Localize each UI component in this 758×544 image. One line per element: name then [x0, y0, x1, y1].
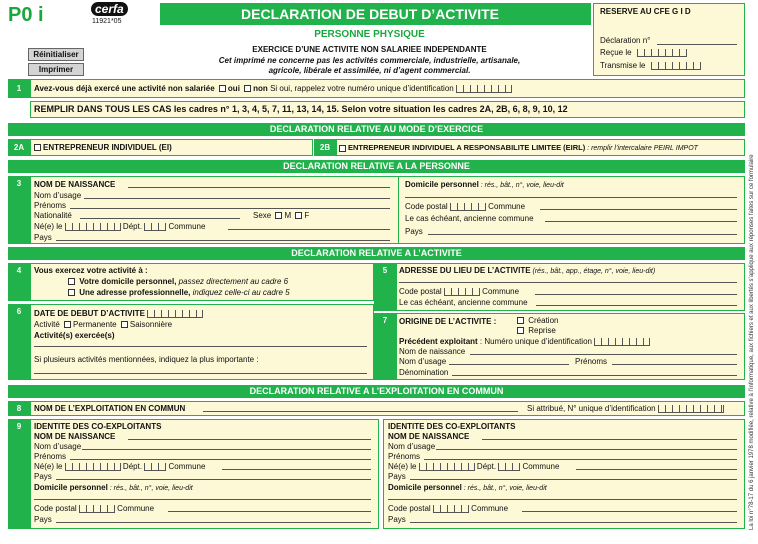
s9l-pays-field[interactable] [56, 479, 371, 480]
s6-exercees-field-1[interactable] [34, 346, 367, 347]
s7-prenoms-field[interactable] [612, 364, 737, 365]
s1-non-label: non [253, 84, 268, 93]
s7-usage-label: Nom d’usage [399, 357, 447, 366]
s5-ancienne-label: Le cas échéant, ancienne commune [399, 298, 528, 307]
s9l-prenoms-field[interactable] [70, 459, 371, 460]
s9r-prenoms: Prénoms [388, 452, 421, 461]
s3-f-label: F [304, 211, 310, 220]
header-line1: EXERCICE D’UNE ACTIVITE NON SALARIEE INDEPENDANTE [252, 45, 487, 54]
s7-reprise-checkbox[interactable] [517, 327, 524, 334]
s5-commune-field[interactable] [535, 294, 737, 295]
transmise-field[interactable] [651, 61, 701, 71]
s4-question: Vous exercez votre activité à : [34, 266, 148, 275]
form-subtitle: PERSONNE PHYSIQUE [314, 29, 425, 40]
s7-prec-label: Précédent exploitant [399, 337, 478, 346]
s8-attrib-row [527, 404, 724, 414]
s3-sexe-label: Sexe [253, 211, 272, 220]
s9l-commune2: Commune [117, 504, 155, 513]
bar-mode-exercice: DECLARATION RELATIVE AU MODE D’EXERCICE [8, 123, 745, 136]
s9l-id: IDENTITE DES CO-EXPLOITANTS [34, 422, 162, 431]
s4-opt1-label: Votre domicile personnel, [79, 277, 177, 286]
s1-question-text: Avez-vous déjà exercé une activité non salariée [34, 84, 215, 93]
s9l-pays2: Pays [34, 515, 52, 524]
s9l-nom: NOM DE NAISSANCE [34, 432, 116, 441]
s7-denom-label: Dénomination [399, 368, 449, 377]
s2b-note: : remplir l’intercalaire PEIRL IMPOT [585, 145, 698, 152]
s3-cp-row [405, 202, 525, 212]
s3-dept-label: Dépt. [122, 222, 143, 231]
side-legal-text [748, 0, 758, 544]
s2b-label: ENTREPRENEUR INDIVIDUEL A RESPONSABILITE LIMITEE (EIRL) [348, 143, 586, 152]
bar-activite: DECLARATION RELATIVE A L’ACTIVITE [8, 247, 745, 260]
s3-pays-field[interactable] [56, 240, 390, 241]
s9r-commune2-field[interactable] [522, 511, 737, 512]
bar-exploitation-commun: DECLARATION RELATIVE A L’EXPLOITATION EN COMMUN [8, 385, 745, 398]
s9l-prenoms: Prénoms [34, 452, 67, 461]
cerfa-number: 11921*05 [92, 18, 122, 25]
s3-cp-label: Code postal [405, 202, 448, 211]
s4-opt2-checkbox[interactable] [68, 289, 75, 296]
s9r-cp-field[interactable] [433, 505, 469, 513]
s9l-usage-field[interactable] [82, 449, 371, 450]
section-4-number: 4 [8, 263, 30, 301]
header-line3: agricole, libérale et assimilée, ni d’agent commercial. [268, 66, 471, 75]
s3-domicile-hint: : rés., bât., n°, voie, lieu-dit [478, 182, 564, 189]
s3-domicile [405, 180, 564, 191]
s5-title-row [399, 266, 655, 277]
s7-title: ORIGINE DE L’ACTIVITE : [399, 317, 497, 326]
s9r-commune2: Commune [471, 504, 509, 513]
s9r-pays: Pays [388, 472, 406, 481]
s3-f-checkbox[interactable] [295, 212, 302, 219]
s7-prenoms-label: Prénoms [575, 357, 608, 366]
s7-reprise-label: Reprise [528, 326, 556, 335]
s7-id-field[interactable] [594, 338, 650, 346]
s9r-nom: NOM DE NAISSANCE [388, 432, 470, 441]
s3-usage-field[interactable] [84, 198, 390, 199]
recue-label: Reçue le [600, 48, 632, 57]
s3-ancienne-field[interactable] [545, 221, 737, 222]
s7-prec-hint: : Numéro unique d’identification [477, 337, 592, 346]
s3-domicile-label: Domicile personnel [405, 180, 479, 189]
s9l-usage: Nom d’usage [34, 442, 82, 451]
s2a-checkbox[interactable] [34, 144, 41, 151]
s1-oui-checkbox[interactable] [219, 85, 226, 92]
section-8-number: 8 [8, 401, 30, 416]
s9r-pays2: Pays [388, 515, 406, 524]
s9r-cp-row [388, 504, 508, 514]
section-1-number: 1 [8, 79, 30, 98]
s3-pays2-field[interactable] [428, 234, 737, 235]
s9l-cp-row [34, 504, 154, 514]
s2b-checkbox[interactable] [339, 145, 346, 152]
s3-ne-label: Né(e) le [34, 222, 63, 231]
s1-non-checkbox[interactable] [244, 85, 251, 92]
s9r-id: IDENTITE DES CO-EXPLOITANTS [388, 422, 516, 431]
transmise-label: Transmise le [600, 61, 646, 70]
s6-activite-label: Activité [34, 320, 60, 329]
s9l-cp-field[interactable] [79, 505, 115, 513]
s8-title: NOM DE L’EXPLOITATION EN COMMUN [34, 404, 186, 413]
s9r-nom-field[interactable] [482, 439, 737, 440]
s5-cp-row [399, 287, 519, 297]
section-2a-content [32, 143, 172, 153]
s7-naiss-field[interactable] [470, 354, 737, 355]
s9r-ne-row [388, 462, 559, 472]
s7-creation-label: Création [528, 316, 559, 325]
s8-name-field[interactable] [203, 411, 518, 412]
form-title: DECLARATION DE DEBUT D’ACTIVITE [241, 6, 499, 22]
s3-m-label: M [284, 211, 292, 220]
s3-commune2-label: Commune [488, 202, 526, 211]
reserve-title: RESERVE AU CFE G I D [600, 7, 691, 16]
s9l-commune-field[interactable] [222, 469, 371, 470]
section-3-divider [398, 176, 399, 244]
s3-nationalite-field[interactable] [80, 218, 240, 219]
s6-perm-label: Permanente [73, 320, 117, 329]
s3-m-checkbox[interactable] [275, 212, 282, 219]
s7-denom-field[interactable] [452, 375, 737, 376]
section-3-number: 3 [8, 176, 30, 244]
s9l-dept-field[interactable] [144, 463, 166, 471]
s9l-pays: Pays [34, 472, 52, 481]
s6-sais-checkbox[interactable] [121, 321, 128, 328]
s3-pays-label: Pays [34, 233, 52, 242]
s9r-dept-field[interactable] [498, 463, 520, 471]
s9r-date-field[interactable] [419, 463, 475, 471]
title-left-notch [148, 3, 160, 25]
s7-naiss-label: Nom de naissance [399, 347, 466, 356]
s3-commune-field[interactable] [228, 229, 390, 230]
s6-title-row [34, 309, 203, 319]
s5-cp-field[interactable] [444, 288, 480, 296]
section-6-number: 6 [8, 304, 30, 380]
s8-attrib-label: Si attribué, N° unique d’identification [527, 404, 656, 413]
section-2b-number: 2B [314, 139, 336, 156]
section-9-number: 9 [8, 419, 30, 529]
header-line2: Cet imprimé ne concerne pas les activités commerciale, industrielle, artisanale, [218, 56, 521, 65]
s5-title: ADRESSE DU LIEU DE L’ACTIVITE [399, 266, 531, 275]
s1-id-field[interactable] [456, 85, 512, 93]
s3-nationalite-label: Nationalité [34, 211, 72, 220]
s4-opt1-checkbox[interactable] [68, 278, 75, 285]
s9r-dept: Dépt. [476, 462, 497, 471]
s9r-cp: Code postal [388, 504, 431, 513]
s1-recall: Si oui, rappelez votre numéro unique d’identification [270, 84, 454, 93]
s9l-dom-field[interactable] [34, 499, 371, 500]
remplir-text: REMPLIR DANS TOUS LES CAS les cadres n° 1, 3, 4, 5, 7, 11, 13, 14, 15. Selon votre situation les cadres 2A, 2B, 6, 8, 9, 10, 12 [34, 104, 568, 114]
s5-cp-label: Code postal [399, 287, 442, 296]
s7-creation-checkbox[interactable] [517, 317, 524, 324]
s6-plusieurs-label: Si plusieurs activités mentionnées, indiquez la plus importante : [34, 355, 259, 364]
s5-ancienne-field[interactable] [536, 305, 737, 306]
form-code: P0 i [8, 4, 44, 26]
s9r-prenoms-field[interactable] [424, 459, 737, 460]
s6-sais-label: Saisonnière [129, 320, 173, 329]
declaration-number-field[interactable] [657, 44, 737, 45]
s4-opt1 [66, 277, 288, 287]
s4-opt2-label: Une adresse professionnelle, [79, 288, 191, 297]
declaration-number-label: Déclaration n° [600, 36, 651, 45]
s9l-ne-row [34, 462, 205, 472]
print-button[interactable]: Imprimer [28, 63, 84, 76]
section-7-number: 7 [374, 313, 396, 380]
s6-exercees-label: Activité(s) exercée(s) [34, 331, 115, 340]
s3-ne-row [34, 222, 205, 232]
s3-domicile-field-1[interactable] [405, 197, 737, 198]
s9r-dom-row [388, 483, 547, 494]
s7-creation [515, 316, 558, 326]
s7-prec-row [399, 337, 650, 347]
s9r-pays2-field[interactable] [410, 522, 737, 523]
s9l-cp: Code postal [34, 504, 77, 513]
s5-address-field[interactable] [399, 282, 737, 283]
recue-field[interactable] [637, 48, 687, 58]
s6-perm-checkbox[interactable] [64, 321, 71, 328]
s3-cp-field[interactable] [450, 203, 486, 211]
s4-opt1-hint: passez directement au cadre 6 [176, 277, 289, 286]
s9l-commune: Commune [168, 462, 206, 471]
s9l-dom-hint: : rés., bât., n°, voie, lieu-dit [107, 485, 193, 492]
s3-date-field[interactable] [65, 223, 121, 231]
s9l-ne: Né(e) le [34, 462, 63, 471]
s9r-dom: Domicile personnel [388, 483, 462, 492]
s9l-commune2-field[interactable] [168, 511, 371, 512]
s6-date-field[interactable] [147, 310, 203, 318]
s6-title: DATE DE DEBUT D’ACTIVITE [34, 309, 145, 318]
bar-personne: DECLARATION RELATIVE A LA PERSONNE [8, 160, 745, 173]
s9r-usage: Nom d’usage [388, 442, 436, 451]
s9l-dept: Dépt. [122, 462, 143, 471]
cerfa-logo: cerfa [91, 2, 128, 16]
section-5-number: 5 [374, 263, 396, 311]
s9l-nom-field[interactable] [128, 439, 371, 440]
s4-opt2-hint: indiquez celle-ci au cadre 5 [190, 288, 290, 297]
section-2a-number: 2A [8, 139, 30, 156]
reset-button[interactable]: Réinitialiser [28, 48, 84, 61]
s7-usage-field[interactable] [449, 364, 569, 365]
s9r-usage-field[interactable] [436, 449, 737, 450]
s3-commune2-field[interactable] [540, 209, 737, 210]
s9r-pays-field[interactable] [410, 479, 737, 480]
s2a-label: ENTREPRENEUR INDIVIDUEL (EI) [43, 143, 172, 152]
s9l-date-field[interactable] [65, 463, 121, 471]
s3-nom-label: NOM DE NAISSANCE [34, 180, 116, 189]
s3-usage-label: Nom d’usage [34, 191, 82, 200]
s3-pays2-label: Pays [405, 227, 423, 236]
s3-nom-field[interactable] [128, 187, 390, 188]
s4-opt2 [66, 288, 290, 298]
side-legal-text-inner: La loi n°78-17 du 6 janvier 1978 modifiée, relative à l’informatique, aux fichiers et aux libertés s’applique aux réponses faites sur ce formulaire [749, 154, 755, 530]
s3-dept-field[interactable] [144, 223, 166, 231]
s9r-dom-field[interactable] [388, 499, 737, 500]
s8-id-field[interactable] [658, 405, 724, 413]
s9l-pays2-field[interactable] [56, 522, 371, 523]
s6-activite-row [34, 320, 172, 330]
s3-sexe [253, 211, 309, 221]
s1-oui-label: oui [227, 84, 240, 93]
s5-hint: (rés., bât., app., étage, n°, voie, lieu-dit) [530, 268, 656, 275]
s9r-commune: Commune [522, 462, 560, 471]
s3-prenoms-field[interactable] [70, 208, 390, 209]
s3-prenoms-label: Prénoms [34, 201, 67, 210]
s9r-dom-hint: : rés., bât., n°, voie, lieu-dit [461, 485, 547, 492]
s9l-dom-row [34, 483, 193, 494]
s5-commune-label: Commune [482, 287, 520, 296]
section-2b-content [337, 143, 698, 154]
s3-commune-label: Commune [168, 222, 206, 231]
section-1-question [34, 84, 512, 94]
s9r-ne: Né(e) le [388, 462, 417, 471]
s9r-commune-field[interactable] [576, 469, 737, 470]
s6-plusieurs-field[interactable] [34, 373, 367, 374]
s3-ancienne-label: Le cas échéant, ancienne commune [405, 214, 534, 223]
s7-reprise [515, 326, 556, 336]
s9l-dom: Domicile personnel [34, 483, 108, 492]
